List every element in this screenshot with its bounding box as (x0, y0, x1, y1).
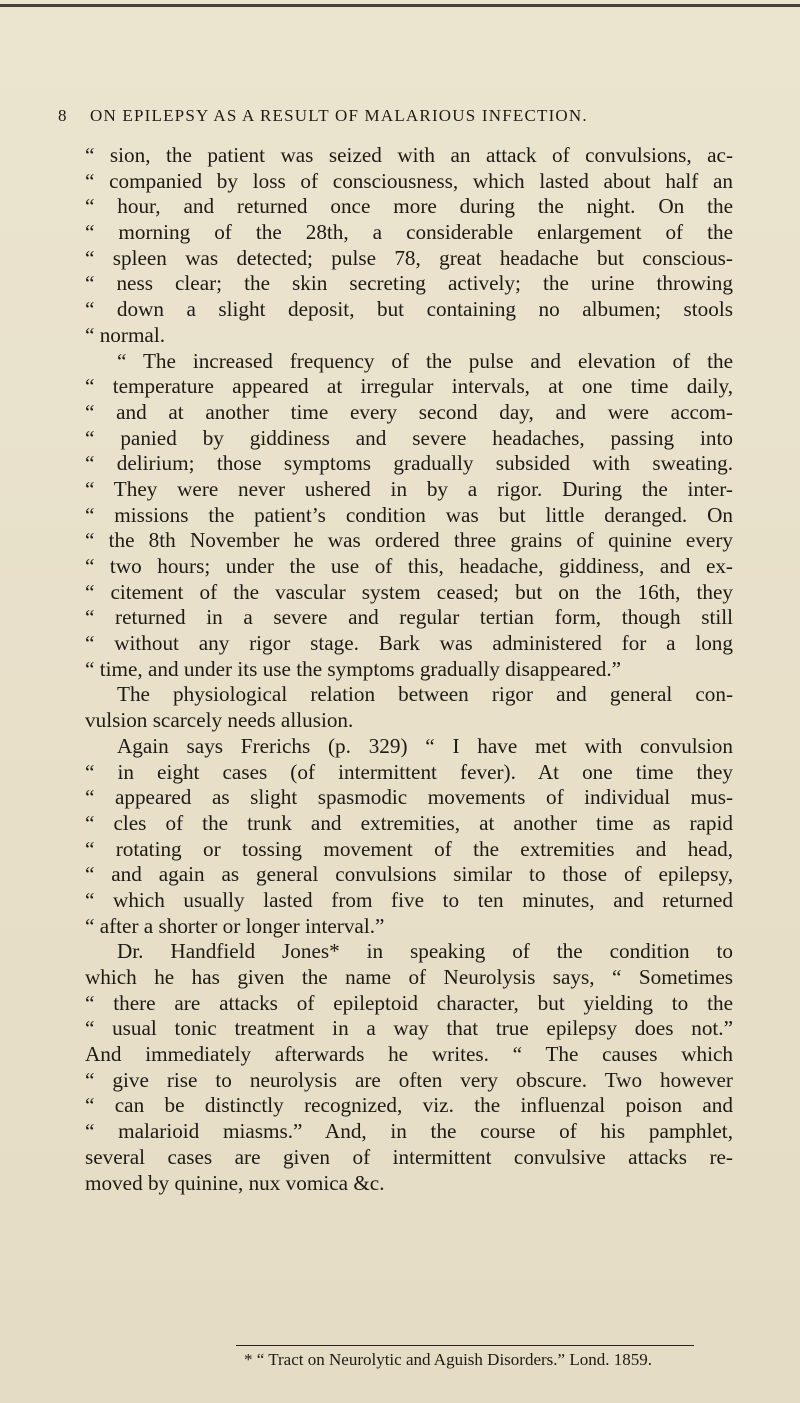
text-line: “ there are attacks of epileptoid character, but yielding to the (85, 990, 733, 1015)
text-line: “ panied by giddiness and severe headaches, passing into (85, 425, 733, 450)
text-line: “ ness clear; the skin secreting actively; the urine throwing (85, 271, 733, 296)
text-line: “ companied by loss of consciousness, which lasted about half an (85, 168, 733, 193)
text-line: several cases are given of intermittent convulsive attacks re- (85, 1144, 733, 1169)
text-line: “ normal. (85, 322, 166, 347)
text-line: “ which usually lasted from five to ten minutes, and returned (85, 887, 733, 912)
text-line: which he has given the name of Neurolysis says, “ Sometimes (85, 965, 733, 989)
page-header (58, 106, 778, 136)
footnote: * “ Tract on Neurolytic and Aguish Disorders.” Lond. 1859. (244, 1350, 652, 1369)
text-line: “ can be distinctly recognized, viz. the influenzal poison and (85, 1093, 733, 1118)
text-line: Dr. Handfield Jones* in speaking of the condition to (117, 939, 733, 964)
running-title: ON EPILEPSY AS A RESULT OF MALARIOUS INFECTION. (90, 106, 588, 125)
text-line: “ morning of the 28th, a considerable enlargement of the (85, 220, 733, 245)
text-line: “ after a shorter or longer interval.” (85, 913, 385, 938)
text-line: “ sion, the patient was seized with an attack of convulsions, ac- (85, 143, 733, 167)
text-line: “ give rise to neurolysis are often very obscure. Two however (85, 1067, 733, 1092)
text-line: “ down a slight deposit, but containing no albumen; stools (85, 297, 733, 322)
text-line: “ spleen was detected; pulse 78, great headache but conscious- (85, 245, 733, 270)
text-line: Again says Frerichs (p. 329) “ I have met with convulsion (117, 733, 733, 758)
text-line: “ in eight cases (of intermittent fever). At one time they (85, 759, 733, 784)
text-line: And immediately afterwards he writes. “ The causes which (85, 1042, 733, 1067)
text-line: “ The increased frequency of the pulse and elevation of the (117, 348, 733, 373)
text-line: “ usual tonic treatment in a way that true epilepsy does not.” (85, 1016, 733, 1041)
text-line: moved by quinine, nux vomica &c. (85, 1170, 385, 1195)
text-line: “ the 8th November he was ordered three grains of quinine every (85, 528, 733, 553)
text-line: “ malarioid miasms.” And, in the course of his pamphlet, (85, 1119, 733, 1144)
text-line: “ delirium; those symptoms gradually subsided with sweating. (85, 451, 733, 476)
body-text (85, 143, 733, 1196)
text-line: vulsion scarcely needs allusion. (85, 708, 354, 733)
text-line: “ missions the patient’s condition was but little deranged. On (85, 502, 733, 527)
text-line: “ two hours; under the use of this, headache, giddiness, and ex- (85, 554, 733, 578)
text-line: “ and again as general convulsions similar to those of epilepsy, (85, 862, 733, 887)
text-line: “ cles of the trunk and extremities, at another time as rapid (85, 810, 733, 835)
footnote-rule (236, 1345, 694, 1346)
top-edge-rule (0, 4, 800, 7)
text-line: “ citement of the vascular system ceased; but on the 16th, they (85, 579, 733, 604)
text-line: “ appeared as slight spasmodic movements of individual mus- (85, 785, 733, 810)
text-line: “ time, and under its use the symptoms gradually disappeared.” (85, 656, 622, 681)
text-line: “ without any rigor stage. Bark was administered for a long (85, 631, 733, 656)
page-number: 8 (58, 106, 68, 125)
text-line: “ They were never ushered in by a rigor. During the inter- (85, 476, 733, 501)
text-line: “ rotating or tossing movement of the extremities and head, (85, 836, 733, 861)
text-line: “ temperature appeared at irregular intervals, at one time daily, (85, 374, 733, 399)
text-line: “ hour, and returned once more during the night. On the (85, 194, 733, 219)
text-line: The physiological relation between rigor and general con- (117, 682, 733, 707)
text-line: “ returned in a severe and regular tertian form, though still (85, 605, 733, 630)
text-line: “ and at another time every second day, and were accom- (85, 399, 733, 424)
